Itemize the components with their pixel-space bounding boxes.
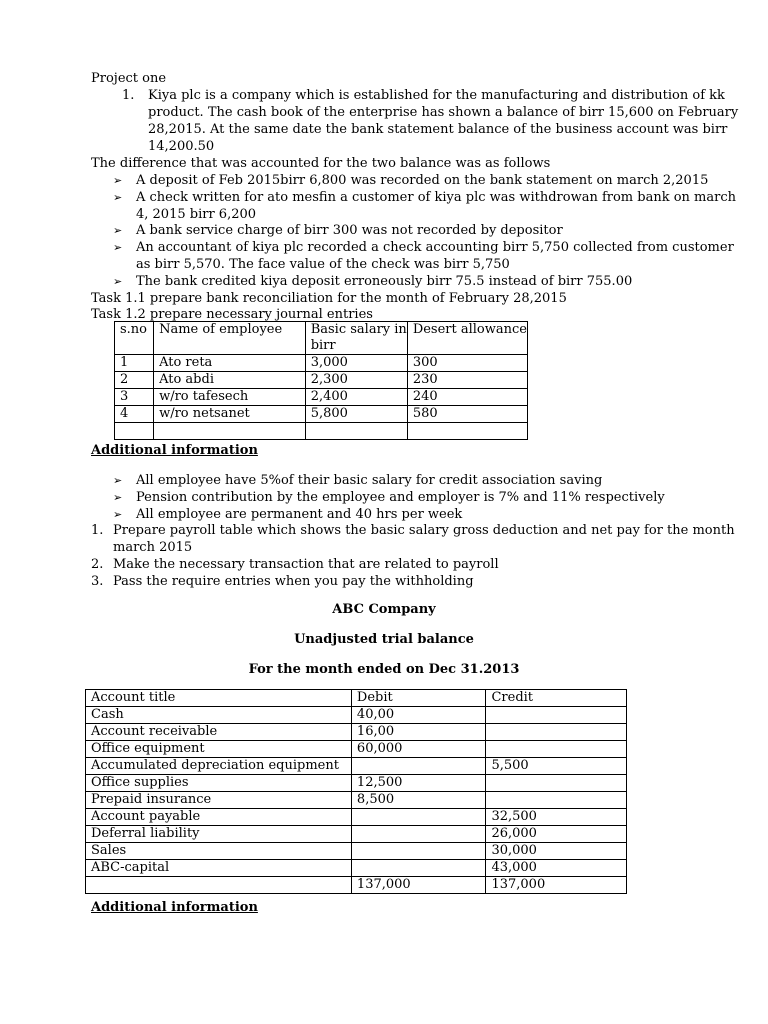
trial-title: Unadjusted trial balance: [294, 632, 474, 647]
cell-sno: 1: [115, 355, 154, 372]
cell-debit: 16,00: [351, 724, 486, 741]
arrow-bullet-icon: ➢: [113, 508, 123, 521]
cell-empty: [305, 423, 407, 440]
cell-account: Sales: [86, 843, 352, 860]
list-item: The bank credited kiya deposit erroneously birr 75.5 instead of birr 755.00: [136, 274, 633, 289]
table-row: [86, 860, 627, 877]
cell-total-credit: 137,000: [486, 877, 627, 894]
header-account-title: Account title: [86, 690, 352, 707]
cell-salary: 3,000: [305, 355, 407, 372]
cell-empty: [154, 423, 306, 440]
list-item: Pension contribution by the employee and employer is 7% and 11% respectively: [136, 490, 665, 505]
additional-info-heading: Additional information: [91, 443, 258, 458]
item1-line: product. The cash book of the enterprise has shown a balance of birr 15,600 on February: [148, 105, 739, 120]
list-item: A bank service charge of birr 300 was not recorded by depositor: [136, 223, 563, 238]
header-basic-salary-line2: birr: [310, 338, 336, 353]
cell-account: Accumulated depreciation equipment: [86, 758, 352, 775]
cell-debit: [351, 809, 486, 826]
cell-empty: [407, 423, 527, 440]
cell-account: Cash: [86, 707, 352, 724]
project-title: Project one: [91, 71, 167, 86]
item1-line: 28,2015. At the same date the bank statement balance of the business account was birr: [148, 122, 728, 137]
trial-balance-table: [85, 689, 627, 894]
cell-account: Office equipment: [86, 741, 352, 758]
task-line: Prepare payroll table which shows the basic salary gross deduction and net pay for the month: [113, 523, 735, 538]
cell-credit: [486, 724, 627, 741]
cell-debit: 12,500: [351, 775, 486, 792]
table-row: [86, 843, 627, 860]
cell-credit: 5,500: [486, 758, 627, 775]
list-item: An accountant of kiya plc recorded a check accounting birr 5,750 collected from customer: [136, 240, 734, 255]
table-row: [115, 389, 528, 406]
cell-debit: 40,00: [351, 707, 486, 724]
cell-debit: [351, 860, 486, 877]
cell-allowance: 240: [407, 389, 527, 406]
item1-line: Kiya plc is a company which is established for the manufacturing and distribution of kk: [148, 88, 725, 103]
table-row-empty: [115, 423, 528, 440]
cell-total-debit: 137,000: [351, 877, 486, 894]
table-row: [86, 758, 627, 775]
cell-debit: [351, 758, 486, 775]
cell-debit: 8,500: [351, 792, 486, 809]
cell-account: Prepaid insurance: [86, 792, 352, 809]
cell-salary: 2,300: [305, 372, 407, 389]
difference-intro: The difference that was accounted for the two balance was as follows: [91, 156, 551, 171]
company-name: ABC Company: [332, 602, 436, 617]
cell-credit: 26,000: [486, 826, 627, 843]
cell-empty: [115, 423, 154, 440]
table-row: [86, 792, 627, 809]
task-number: 1.: [91, 523, 104, 538]
additional-info-heading-2: Additional information: [91, 900, 258, 915]
list-item: All employee have 5%of their basic salary for credit association saving: [136, 473, 603, 488]
cell-name: Ato abdi: [154, 372, 306, 389]
cell-account: Deferral liability: [86, 826, 352, 843]
cell-credit: 43,000: [486, 860, 627, 877]
cell-total-label: [86, 877, 352, 894]
table-row: [86, 724, 627, 741]
table-row: [115, 406, 528, 423]
table-row: [115, 355, 528, 372]
arrow-bullet-icon: ➢: [113, 224, 123, 237]
cell-name: w/ro netsanet: [154, 406, 306, 423]
cell-credit: [486, 775, 627, 792]
task-line: Pass the require entries when you pay the withholding: [113, 574, 474, 589]
cell-allowance: 230: [407, 372, 527, 389]
cell-salary: 2,400: [305, 389, 407, 406]
table-row: [86, 826, 627, 843]
cell-credit: [486, 741, 627, 758]
table-row: [86, 707, 627, 724]
cell-debit: [351, 826, 486, 843]
arrow-bullet-icon: ➢: [113, 474, 123, 487]
cell-account: Account payable: [86, 809, 352, 826]
header-basic-salary: [305, 322, 407, 355]
trial-period: For the month ended on Dec 31.2013: [248, 662, 520, 677]
cell-sno: 2: [115, 372, 154, 389]
task-number: 3.: [91, 574, 104, 589]
table-row: [115, 372, 528, 389]
cell-allowance: 300: [407, 355, 527, 372]
cell-salary: 5,800: [305, 406, 407, 423]
header-sno: s.no: [115, 322, 154, 355]
arrow-bullet-icon: ➢: [113, 174, 123, 187]
cell-account: Office supplies: [86, 775, 352, 792]
header-basic-salary-line1: Basic salary in: [310, 322, 407, 337]
table-header-row: [115, 322, 528, 355]
cell-account: ABC-capital: [86, 860, 352, 877]
cell-credit: 32,500: [486, 809, 627, 826]
arrow-bullet-icon: ➢: [113, 191, 123, 204]
cell-credit: [486, 792, 627, 809]
task-1-2: Task 1.2 prepare necessary journal entries: [91, 307, 373, 322]
task-1-1: Task 1.1 prepare bank reconciliation for the month of February 28,2015: [91, 291, 567, 306]
header-credit: Credit: [486, 690, 627, 707]
cell-name: w/ro tafesech: [154, 389, 306, 406]
item1-line: 14,200.50: [148, 139, 215, 154]
cell-account: Account receivable: [86, 724, 352, 741]
task-number: 2.: [91, 557, 104, 572]
cell-credit: 30,000: [486, 843, 627, 860]
cell-allowance: 580: [407, 406, 527, 423]
list-item: A check written for ato mesfin a customer of kiya plc was withdrowan from bank on march: [136, 190, 736, 205]
cell-name: Ato reta: [154, 355, 306, 372]
header-desert-allowance: Desert allowance: [407, 322, 527, 355]
list-item: All employee are permanent and 40 hrs per week: [136, 507, 463, 522]
list-item: A deposit of Feb 2015birr 6,800 was recorded on the bank statement on march 2,2015: [136, 173, 709, 188]
table-header-row: [86, 690, 627, 707]
table-row: [86, 775, 627, 792]
cell-debit: [351, 843, 486, 860]
arrow-bullet-icon: ➢: [113, 491, 123, 504]
table-row: [86, 741, 627, 758]
employee-table: [114, 321, 528, 440]
arrow-bullet-icon: ➢: [113, 241, 123, 254]
item1-number: 1.: [122, 88, 135, 103]
task-line: march 2015: [113, 540, 193, 555]
task-line: Make the necessary transaction that are related to payroll: [113, 557, 499, 572]
list-item-continuation: as birr 5,570. The face value of the check was birr 5,750: [136, 257, 510, 272]
list-item-continuation: 4, 2015 birr 6,200: [136, 207, 257, 222]
cell-sno: 4: [115, 406, 154, 423]
cell-credit: [486, 707, 627, 724]
arrow-bullet-icon: ➢: [113, 275, 123, 288]
cell-debit: 60,000: [351, 741, 486, 758]
cell-sno: 3: [115, 389, 154, 406]
table-row: [86, 809, 627, 826]
header-name: Name of employee: [154, 322, 306, 355]
header-debit: Debit: [351, 690, 486, 707]
totals-row: [86, 877, 627, 894]
